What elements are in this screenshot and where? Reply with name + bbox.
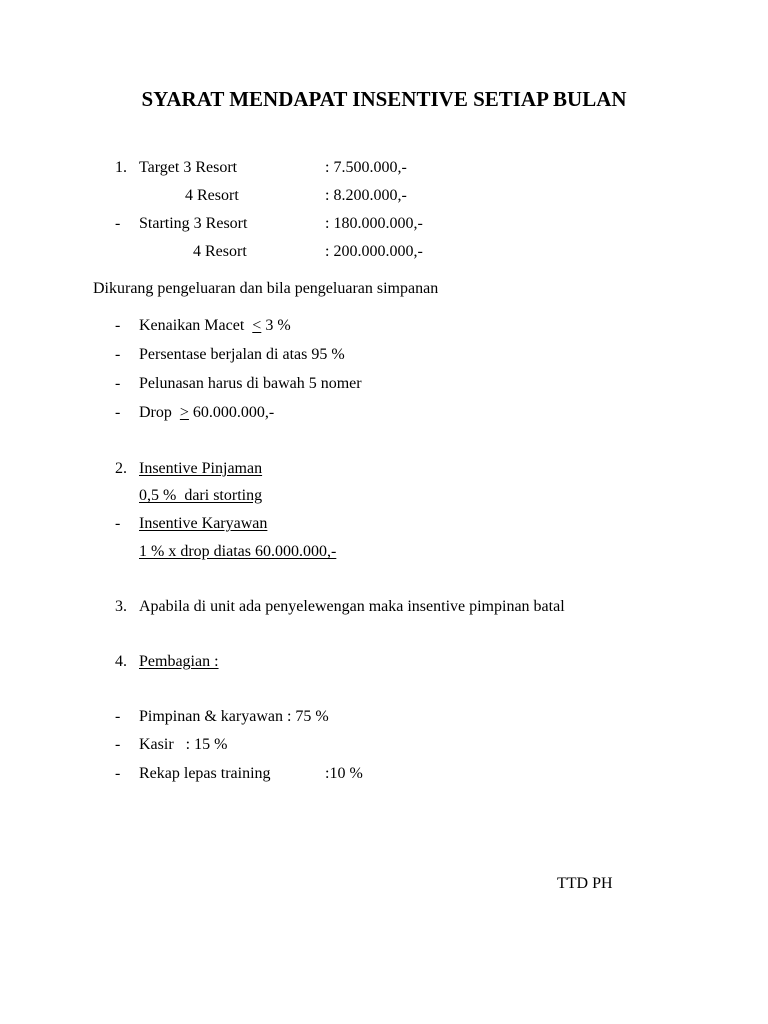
greater-equal-symbol: > — [179, 404, 189, 421]
condition-persentase: Persentase berjalan di atas 95 % — [139, 346, 345, 363]
pembagian-bullet: - — [115, 708, 121, 725]
condition-drop — [139, 405, 274, 421]
starting-3-resort-label: Starting 3 Resort — [139, 215, 248, 232]
condition-bullet: - — [115, 317, 121, 334]
insentive-karyawan-bullet: - — [115, 515, 121, 532]
section-2-marker: 2. — [115, 460, 127, 477]
condition-suffix: 3 % — [261, 317, 291, 334]
less-equal-symbol: < — [252, 317, 262, 334]
target-3-resort-value: : 7.500.000,- — [325, 159, 407, 176]
condition-bullet: - — [115, 346, 121, 363]
starting-bullet: - — [115, 215, 121, 232]
pembagian-kasir: Kasir : 15 % — [139, 736, 228, 753]
starting-4-resort-value: : 200.000.000,- — [325, 243, 423, 260]
pembagian-bullet: - — [115, 736, 121, 753]
insentive-pinjaman-detail: 0,5 % dari storting — [139, 487, 263, 504]
target-3-resort-label: Target 3 Resort — [139, 159, 238, 176]
pembagian-heading: Pembagian : — [139, 653, 219, 670]
condition-prefix: Drop — [139, 404, 180, 421]
section-3-text: Apabila di unit ada penyelewengan maka insentive pimpinan batal — [139, 598, 565, 615]
pembagian-bullet: - — [115, 765, 121, 782]
pembagian-rekap-label: Rekap lepas training — [139, 765, 271, 782]
condition-suffix: 60.000.000,- — [188, 404, 275, 421]
condition-kenaikan-macet — [139, 318, 291, 334]
condition-pelunasan: Pelunasan harus di bawah 5 nomer — [139, 375, 362, 392]
signature: TTD PH — [557, 875, 613, 892]
pembagian-rekap-value: :10 % — [325, 765, 363, 782]
starting-4-resort-label: 4 Resort — [193, 243, 247, 260]
condition-bullet: - — [115, 404, 121, 421]
starting-3-resort-value: : 180.000.000,- — [325, 215, 423, 232]
deduction-note: Dikurang pengeluaran dan bila pengeluaran simpanan — [93, 280, 439, 297]
condition-bullet: - — [115, 375, 121, 392]
target-4-resort-label: 4 Resort — [185, 187, 239, 204]
pembagian-pimpinan: Pimpinan & karyawan : 75 % — [139, 708, 329, 725]
condition-prefix: Kenaikan Macet — [139, 317, 253, 334]
target-4-resort-value: : 8.200.000,- — [325, 187, 407, 204]
insentive-karyawan-heading: Insentive Karyawan — [139, 515, 268, 532]
section-4-marker: 4. — [115, 653, 127, 670]
insentive-karyawan-detail: 1 % x drop diatas 60.000.000,- — [139, 543, 337, 560]
section-1-marker: 1. — [115, 159, 127, 176]
insentive-pinjaman-heading: Insentive Pinjaman — [139, 460, 263, 477]
document-title: SYARAT MENDAPAT INSENTIVE SETIAP BULAN — [141, 87, 627, 111]
section-3-marker: 3. — [115, 598, 127, 615]
